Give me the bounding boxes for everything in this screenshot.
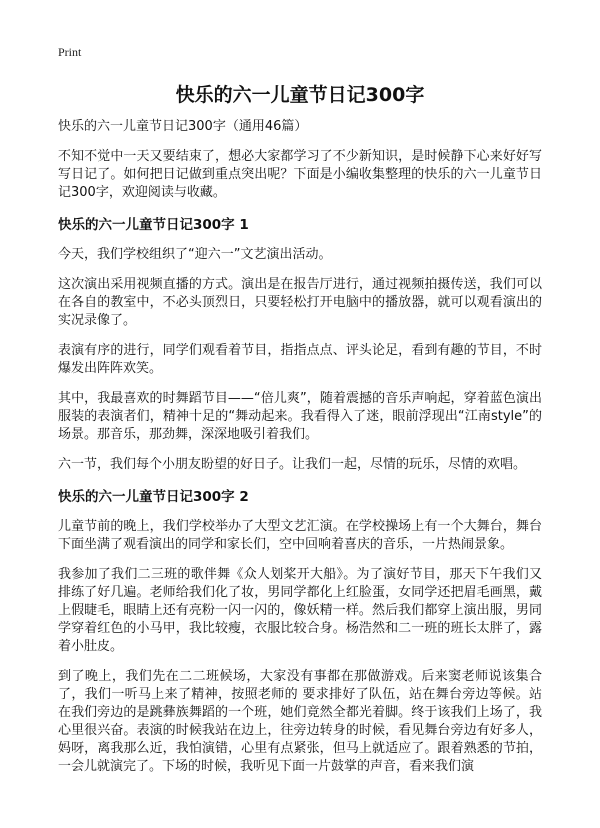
paragraph: 我参加了我们二三班的歌伴舞《众人划桨开大船》。为了演好节目，那天下午我们又排练了好几遍。老师给我们化了妆，男同学都化上红脸蛋，女同学还把眉毛画黑，戴上假睫毛，眼睛上还有亮粉一闪一闪的，像妖精一样。然后我们都穿上演出服，男同学穿着红色的小马甲，我比较瘦，衣服比较合身。杨浩然和二一班的班长太胖了，露着小肚皮。	[58, 567, 542, 654]
section-heading-1: 快乐的六一儿童节日记300字 1	[58, 217, 249, 233]
paragraph: 到了晚上，我们先在二二班候场，大家没有事都在那做游戏。后来窦老师说该集合了，我们一听马上来了精神，按照老师的 要求排好了队伍，站在舞台旁边等候。站在我们旁边的是跳彝族舞蹈的一个班，她们竟然全都光着脚。终于该我们上场了，我心里很兴奋。表演的时候我站在边上，往旁边转身的时候，看见舞台旁边有好多人，妈呀，离我那么近，我怕演错，心里有点紧张，但马上就适应了。跟着熟悉的节拍，一会儿就演完了。下场的时候，我听见下面一片鼓掌的声音，看来我们演	[58, 669, 542, 774]
article-subtitle: 快乐的六一儿童节日记300字（通用46篇）	[58, 119, 308, 134]
section-heading-2: 快乐的六一儿童节日记300字 2	[58, 489, 249, 505]
article-body	[58, 118, 542, 788]
paragraph: 今天，我们学校组织了“迎六一”文艺演出活动。	[58, 247, 332, 262]
paragraph: 儿童节前的晚上，我们学校举办了大型文艺汇演。在学校操场上有一个大舞台，舞台下面坐满了观看演出的同学和家长们，空中回响着喜庆的音乐，一片热闹景象。	[58, 519, 542, 552]
paragraph: 六一节，我们每个小朋友盼望的好日子。让我们一起，尽情的玩乐，尽情的欢唱。	[58, 457, 527, 472]
paragraph: 表演有序的进行，同学们观看着节目，指指点点、评头论足，看到有趣的节目，不时爆发出阵阵欢笑。	[58, 343, 542, 376]
paragraph: 其中，我最喜欢的时舞蹈节目——“倍儿爽”，随着震撼的音乐声响起，穿着蓝色演出服装的表演者们，精神十足的“舞动起来。我看得入了迷，眼前浮现出“江南style”的场景。那音乐，那劲舞，深深地吸引着我们。	[58, 391, 542, 442]
print-link[interactable]: Print	[58, 45, 82, 59]
page-title: 快乐的六一儿童节日记300字	[175, 84, 425, 106]
intro-paragraph: 不知不觉中一天又要结束了，想必大家都学习了不少新知识，是时候静下心来好好写写日记了。如何把日记做到重点突出呢？下面是小编收集整理的快乐的六一儿童节日记300字，欢迎阅读与收藏。	[58, 149, 542, 200]
paragraph: 这次演出采用视频直播的方式。演出是在报告厅进行，通过视频拍摄传送，我们可以在各自的教室中，不必头顶烈日，只要轻松打开电脑中的播放器，就可以观看演出的实况录像了。	[58, 277, 542, 328]
